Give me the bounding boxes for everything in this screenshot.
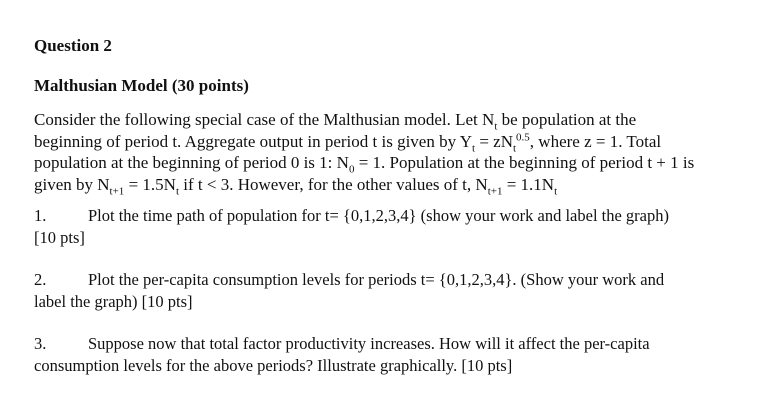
- question-title: Question 2: [34, 36, 112, 55]
- subscript: 0: [348, 163, 355, 176]
- intro-text: = 1.1N: [502, 174, 555, 194]
- item-text: Suppose now that total factor productivity increases. How will it affect the per-capita: [88, 334, 650, 353]
- subscript: t: [512, 141, 517, 154]
- item-text: Plot the per-capita consumption levels for periods t= {0,1,2,3,4}. (Show your work and: [88, 270, 665, 289]
- subscript: t+1: [109, 184, 125, 197]
- intro-text: = 1.5N: [124, 174, 176, 194]
- item-text-continued: [10 pts]: [34, 227, 85, 247]
- question-item-1: [34, 205, 734, 248]
- item-text-continued: label the graph) [10 pts]: [34, 291, 193, 311]
- intro-text: Consider the following special case of the Malthusian model. Let N: [34, 110, 495, 129]
- subscript: t: [494, 120, 498, 133]
- intro-text: be population at the: [497, 110, 637, 129]
- intro-paragraph: [34, 109, 734, 195]
- item-text: Plot the time path of population for t= {0,1,2,3,4} (show your work and label the graph): [88, 206, 669, 225]
- subscript: t: [175, 184, 179, 197]
- subscript: t+1: [487, 184, 503, 197]
- item-number: 1.: [34, 206, 47, 225]
- item-text-continued: consumption levels for the above periods? Illustrate graphically. [10 pts]: [34, 355, 513, 375]
- intro-text: , where z = 1. Total: [529, 131, 662, 151]
- question-subtitle: Malthusian Model (30 points): [34, 76, 249, 95]
- subscript: t: [554, 184, 558, 197]
- intro-text: beginning of period t. Aggregate output in period t is given by Y: [34, 131, 472, 151]
- item-number: 3.: [34, 334, 47, 353]
- intro-text: if t < 3. However, for the other values of t, N: [179, 174, 488, 194]
- question-item-3: [34, 333, 734, 376]
- subscript: t: [472, 141, 476, 154]
- intro-text: population at the beginning of period 0 is 1: N: [34, 153, 349, 172]
- intro-text: = zN: [475, 131, 513, 151]
- question-item-2: [34, 269, 734, 312]
- superscript: 0.5: [516, 130, 530, 143]
- intro-text: = 1. Population at the beginning of period t + 1 is: [354, 153, 695, 172]
- document-page: [34, 36, 734, 376]
- item-number: 2.: [34, 270, 47, 289]
- intro-text: given by N: [34, 174, 110, 194]
